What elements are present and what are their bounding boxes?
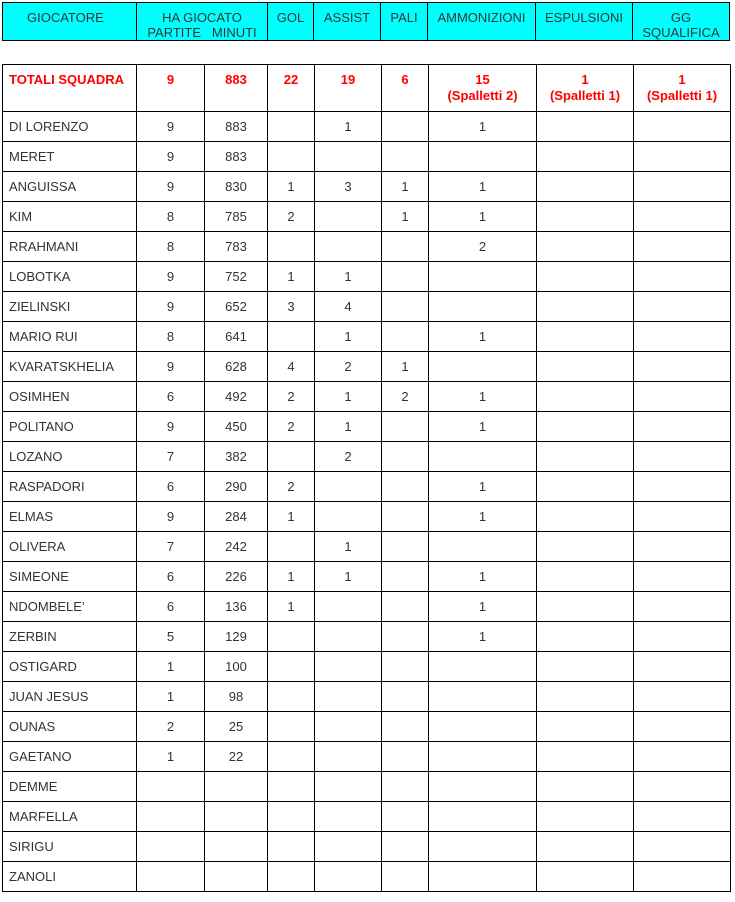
player-ammonizioni: 1: [429, 502, 537, 532]
player-espulsioni: [537, 652, 634, 682]
player-ammonizioni: 1: [429, 592, 537, 622]
player-assist: 2: [315, 442, 382, 472]
player-name: RASPADORI: [3, 472, 137, 502]
player-squalifica: [634, 472, 731, 502]
player-partite: 1: [137, 682, 205, 712]
player-espulsioni: [537, 472, 634, 502]
player-espulsioni: [537, 232, 634, 262]
player-espulsioni: [537, 592, 634, 622]
player-pali: [382, 772, 429, 802]
player-squalifica: [634, 742, 731, 772]
player-pali: [382, 592, 429, 622]
totals-label: TOTALI SQUADRA: [3, 65, 137, 112]
player-minuti: [205, 802, 268, 832]
player-ammonizioni: 1: [429, 382, 537, 412]
player-ammonizioni: 1: [429, 202, 537, 232]
player-partite: 1: [137, 742, 205, 772]
player-minuti: 450: [205, 412, 268, 442]
player-partite: [137, 802, 205, 832]
player-minuti: 783: [205, 232, 268, 262]
totals-pali: 6: [382, 65, 429, 112]
player-ammonizioni: 1: [429, 322, 537, 352]
player-partite: 6: [137, 382, 205, 412]
player-squalifica: [634, 772, 731, 802]
player-squalifica: [634, 352, 731, 382]
player-gol: [268, 622, 315, 652]
player-ammonizioni: 2: [429, 232, 537, 262]
player-gol: [268, 712, 315, 742]
player-gol: [268, 862, 315, 892]
player-gol: [268, 142, 315, 172]
player-ammonizioni: 1: [429, 172, 537, 202]
player-name: DEMME: [3, 772, 137, 802]
table-row: [3, 232, 731, 262]
header-partite-minuti: [137, 25, 267, 40]
player-gol: [268, 532, 315, 562]
player-assist: [315, 862, 382, 892]
table-row: [3, 562, 731, 592]
player-name: MARIO RUI: [3, 322, 137, 352]
player-pali: [382, 802, 429, 832]
player-espulsioni: [537, 382, 634, 412]
player-assist: 1: [315, 532, 382, 562]
table-row: [3, 142, 731, 172]
player-assist: [315, 652, 382, 682]
header-gol: GOL: [268, 3, 314, 41]
table-row: [3, 682, 731, 712]
player-partite: 6: [137, 562, 205, 592]
player-name: OSIMHEN: [3, 382, 137, 412]
player-partite: 9: [137, 262, 205, 292]
totals-minuti: 883: [205, 65, 268, 112]
player-ammonizioni: [429, 442, 537, 472]
player-gol: [268, 682, 315, 712]
header-squalifica: SQUALIFICA: [642, 25, 720, 40]
player-assist: [315, 232, 382, 262]
player-minuti: 830: [205, 172, 268, 202]
player-espulsioni: [537, 742, 634, 772]
header-espulsioni: ESPULSIONI: [536, 3, 633, 41]
player-pali: [382, 862, 429, 892]
player-name: SIRIGU: [3, 832, 137, 862]
table-row: [3, 412, 731, 442]
player-squalifica: [634, 292, 731, 322]
player-ammonizioni: [429, 142, 537, 172]
player-espulsioni: [537, 532, 634, 562]
player-gol: 2: [268, 412, 315, 442]
player-minuti: 129: [205, 622, 268, 652]
table-row: [3, 382, 731, 412]
player-partite: 2: [137, 712, 205, 742]
totals-partite: 9: [137, 65, 205, 112]
player-squalifica: [634, 592, 731, 622]
player-ammonizioni: [429, 742, 537, 772]
player-name: JUAN JESUS: [3, 682, 137, 712]
player-minuti: 242: [205, 532, 268, 562]
player-squalifica: [634, 412, 731, 442]
totals-squalifica-note: (Spalletti 1): [646, 88, 718, 103]
player-assist: 2: [315, 352, 382, 382]
player-ammonizioni: 1: [429, 562, 537, 592]
header-gg-squalifica: [633, 3, 730, 41]
player-espulsioni: [537, 412, 634, 442]
player-assist: [315, 142, 382, 172]
player-minuti: 641: [205, 322, 268, 352]
player-partite: 5: [137, 622, 205, 652]
player-pali: 1: [382, 172, 429, 202]
player-espulsioni: [537, 142, 634, 172]
player-minuti: 98: [205, 682, 268, 712]
player-name: POLITANO: [3, 412, 137, 442]
player-assist: [315, 742, 382, 772]
player-name: MERET: [3, 142, 137, 172]
player-partite: 1: [137, 652, 205, 682]
player-gol: 2: [268, 382, 315, 412]
player-partite: 7: [137, 532, 205, 562]
player-gol: 1: [268, 562, 315, 592]
player-minuti: [205, 862, 268, 892]
player-espulsioni: [537, 202, 634, 232]
player-espulsioni: [537, 112, 634, 142]
totals-squalifica-value: 1: [678, 72, 686, 87]
player-pali: [382, 112, 429, 142]
table-row: [3, 742, 731, 772]
player-gol: 1: [268, 172, 315, 202]
player-espulsioni: [537, 622, 634, 652]
player-name: GAETANO: [3, 742, 137, 772]
stats-header: [2, 2, 730, 41]
player-minuti: 25: [205, 712, 268, 742]
player-name: SIMEONE: [3, 562, 137, 592]
player-squalifica: [634, 682, 731, 712]
table-row: [3, 472, 731, 502]
table-row: [3, 802, 731, 832]
header-partite: PARTITE: [147, 25, 202, 40]
player-pali: [382, 562, 429, 592]
player-squalifica: [634, 832, 731, 862]
player-ammonizioni: [429, 532, 537, 562]
player-ammonizioni: 1: [429, 412, 537, 442]
player-squalifica: [634, 142, 731, 172]
player-partite: 9: [137, 502, 205, 532]
player-espulsioni: [537, 802, 634, 832]
player-assist: 1: [315, 112, 382, 142]
player-partite: 9: [137, 112, 205, 142]
player-partite: 9: [137, 142, 205, 172]
header-ammonizioni: AMMONIZIONI: [428, 3, 536, 41]
header-assist: ASSIST: [314, 3, 381, 41]
player-espulsioni: [537, 862, 634, 892]
totals-row: [3, 65, 731, 112]
header-ha-giocato: [137, 3, 268, 41]
totals-espulsioni-note: (Spalletti 1): [549, 88, 621, 103]
player-assist: [315, 592, 382, 622]
player-ammonizioni: [429, 292, 537, 322]
player-gol: 1: [268, 592, 315, 622]
table-row: [3, 622, 731, 652]
player-assist: 4: [315, 292, 382, 322]
player-name: ZIELINSKI: [3, 292, 137, 322]
player-espulsioni: [537, 352, 634, 382]
player-assist: [315, 472, 382, 502]
player-pali: [382, 142, 429, 172]
player-partite: 9: [137, 292, 205, 322]
player-name: KVARATSKHELIA: [3, 352, 137, 382]
table-row: [3, 292, 731, 322]
player-assist: [315, 832, 382, 862]
player-assist: 1: [315, 322, 382, 352]
player-espulsioni: [537, 832, 634, 862]
player-name: LOBOTKA: [3, 262, 137, 292]
table-row: [3, 772, 731, 802]
player-pali: [382, 532, 429, 562]
player-minuti: 100: [205, 652, 268, 682]
player-ammonizioni: 1: [429, 622, 537, 652]
totals-ammonizioni-note: (Spalletti 2): [447, 88, 518, 103]
player-assist: [315, 682, 382, 712]
player-minuti: 22: [205, 742, 268, 772]
player-gol: 2: [268, 202, 315, 232]
player-partite: [137, 772, 205, 802]
player-minuti: [205, 772, 268, 802]
player-gol: 2: [268, 472, 315, 502]
player-pali: [382, 442, 429, 472]
stats-table: [2, 64, 731, 892]
player-name: NDOMBELE’: [3, 592, 137, 622]
player-gol: [268, 742, 315, 772]
player-minuti: 136: [205, 592, 268, 622]
table-row: [3, 832, 731, 862]
player-assist: 1: [315, 382, 382, 412]
player-partite: 8: [137, 202, 205, 232]
player-espulsioni: [537, 292, 634, 322]
player-squalifica: [634, 562, 731, 592]
player-espulsioni: [537, 502, 634, 532]
player-squalifica: [634, 382, 731, 412]
table-row: [3, 652, 731, 682]
player-partite: 9: [137, 352, 205, 382]
player-pali: [382, 682, 429, 712]
player-minuti: 284: [205, 502, 268, 532]
table-row: [3, 322, 731, 352]
player-ammonizioni: 1: [429, 112, 537, 142]
player-partite: [137, 862, 205, 892]
totals-espulsioni-value: 1: [581, 72, 589, 87]
table-row: [3, 352, 731, 382]
player-minuti: 883: [205, 112, 268, 142]
player-minuti: 382: [205, 442, 268, 472]
player-gol: 1: [268, 502, 315, 532]
player-ammonizioni: [429, 802, 537, 832]
player-gol: 4: [268, 352, 315, 382]
player-minuti: 492: [205, 382, 268, 412]
player-name: KIM: [3, 202, 137, 232]
player-name: OSTIGARD: [3, 652, 137, 682]
player-pali: [382, 412, 429, 442]
player-pali: [382, 232, 429, 262]
table-row: [3, 592, 731, 622]
player-gol: 1: [268, 262, 315, 292]
player-assist: [315, 772, 382, 802]
player-espulsioni: [537, 682, 634, 712]
header-giocatore: GIOCATORE: [3, 3, 137, 41]
player-partite: 6: [137, 472, 205, 502]
player-pali: [382, 832, 429, 862]
table-row: [3, 712, 731, 742]
player-assist: 1: [315, 412, 382, 442]
player-gol: [268, 112, 315, 142]
player-minuti: 290: [205, 472, 268, 502]
player-name: ANGUISSA: [3, 172, 137, 202]
totals-ammonizioni: [429, 65, 537, 112]
player-squalifica: [634, 322, 731, 352]
player-name: RRAHMANI: [3, 232, 137, 262]
totals-squalifica: [634, 65, 731, 112]
player-name: ZERBIN: [3, 622, 137, 652]
player-squalifica: [634, 532, 731, 562]
player-partite: 9: [137, 412, 205, 442]
player-ammonizioni: 1: [429, 472, 537, 502]
player-ammonizioni: [429, 712, 537, 742]
player-espulsioni: [537, 712, 634, 742]
player-squalifica: [634, 112, 731, 142]
table-row: [3, 262, 731, 292]
player-pali: [382, 622, 429, 652]
player-assist: 3: [315, 172, 382, 202]
player-pali: [382, 502, 429, 532]
header-minuti: MINUTI: [211, 25, 257, 40]
table-row: [3, 112, 731, 142]
player-pali: [382, 742, 429, 772]
player-partite: 9: [137, 172, 205, 202]
player-partite: 6: [137, 592, 205, 622]
player-espulsioni: [537, 172, 634, 202]
player-name: LOZANO: [3, 442, 137, 472]
player-partite: 7: [137, 442, 205, 472]
player-squalifica: [634, 802, 731, 832]
header-ha-giocato-label: HA GIOCATO: [162, 10, 242, 25]
table-row: [3, 532, 731, 562]
player-pali: [382, 472, 429, 502]
player-pali: [382, 322, 429, 352]
player-assist: [315, 502, 382, 532]
player-minuti: 226: [205, 562, 268, 592]
player-assist: [315, 202, 382, 232]
table-row: [3, 862, 731, 892]
player-pali: [382, 292, 429, 322]
player-gol: [268, 232, 315, 262]
player-squalifica: [634, 262, 731, 292]
player-pali: [382, 652, 429, 682]
player-pali: 1: [382, 352, 429, 382]
player-minuti: 652: [205, 292, 268, 322]
player-squalifica: [634, 202, 731, 232]
player-squalifica: [634, 712, 731, 742]
player-name: OUNAS: [3, 712, 137, 742]
player-espulsioni: [537, 322, 634, 352]
player-assist: [315, 802, 382, 832]
player-minuti: 883: [205, 142, 268, 172]
player-squalifica: [634, 232, 731, 262]
player-name: ZANOLI: [3, 862, 137, 892]
player-ammonizioni: [429, 862, 537, 892]
player-pali: 1: [382, 202, 429, 232]
player-ammonizioni: [429, 832, 537, 862]
table-row: [3, 442, 731, 472]
totals-ammonizioni-value: 15: [475, 72, 490, 87]
player-gol: [268, 832, 315, 862]
totals-assist: 19: [315, 65, 382, 112]
player-squalifica: [634, 862, 731, 892]
player-gol: [268, 802, 315, 832]
player-squalifica: [634, 502, 731, 532]
player-pali: 2: [382, 382, 429, 412]
player-espulsioni: [537, 262, 634, 292]
player-partite: 8: [137, 322, 205, 352]
player-minuti: 752: [205, 262, 268, 292]
table-row: [3, 202, 731, 232]
player-name: DI LORENZO: [3, 112, 137, 142]
player-gol: [268, 322, 315, 352]
player-gol: 3: [268, 292, 315, 322]
player-minuti: [205, 832, 268, 862]
player-ammonizioni: [429, 772, 537, 802]
player-ammonizioni: [429, 682, 537, 712]
player-squalifica: [634, 172, 731, 202]
player-espulsioni: [537, 562, 634, 592]
player-pali: [382, 262, 429, 292]
player-ammonizioni: [429, 262, 537, 292]
player-partite: [137, 832, 205, 862]
player-squalifica: [634, 652, 731, 682]
header-pali: PALI: [381, 3, 428, 41]
player-partite: 8: [137, 232, 205, 262]
player-ammonizioni: [429, 352, 537, 382]
player-gol: [268, 652, 315, 682]
player-assist: 1: [315, 262, 382, 292]
player-assist: [315, 622, 382, 652]
player-gol: [268, 772, 315, 802]
table-row: [3, 502, 731, 532]
player-squalifica: [634, 442, 731, 472]
player-espulsioni: [537, 442, 634, 472]
player-minuti: 628: [205, 352, 268, 382]
player-assist: 1: [315, 562, 382, 592]
player-assist: [315, 712, 382, 742]
player-squalifica: [634, 622, 731, 652]
player-minuti: 785: [205, 202, 268, 232]
player-pali: [382, 712, 429, 742]
player-name: ELMAS: [3, 502, 137, 532]
player-ammonizioni: [429, 652, 537, 682]
player-gol: [268, 442, 315, 472]
table-row: [3, 172, 731, 202]
player-name: MARFELLA: [3, 802, 137, 832]
player-name: OLIVERA: [3, 532, 137, 562]
header-gg: GG: [670, 10, 692, 25]
player-espulsioni: [537, 772, 634, 802]
totals-espulsioni: [537, 65, 634, 112]
totals-gol: 22: [268, 65, 315, 112]
